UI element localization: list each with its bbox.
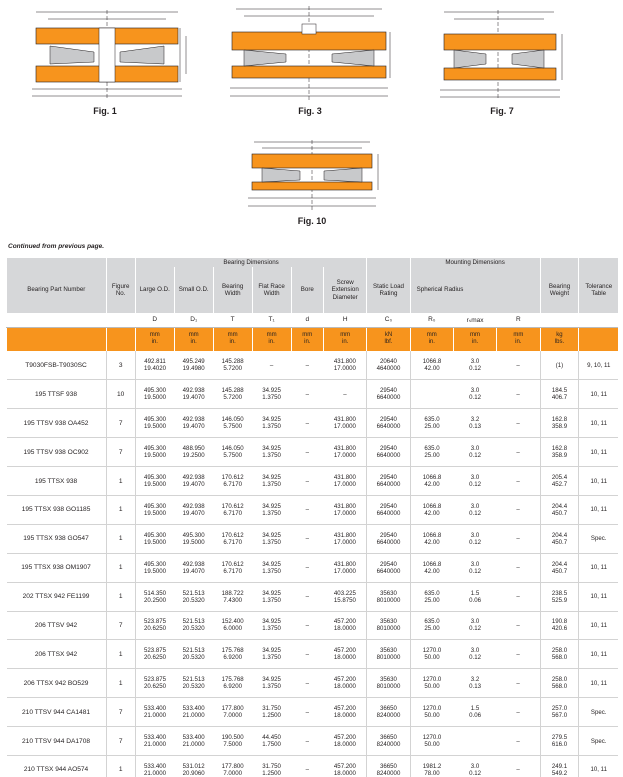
part-number: 195 TTSX 938 GO547 [7, 524, 107, 553]
cell-t: 177.800 7.0000 [213, 698, 252, 727]
cell-d: – [291, 495, 323, 524]
col-tolerance: Tolerance Table [579, 267, 618, 313]
table-row [7, 351, 619, 380]
cell-wt: 258.0 568.0 [540, 640, 579, 669]
figure-number: 7 [106, 727, 135, 756]
figure-1-label: Fig. 1 [93, 106, 117, 116]
tolerance-table: 10, 11 [579, 409, 618, 438]
cell-r: – [497, 698, 540, 727]
cell-d: – [291, 524, 323, 553]
cell-wt: 258.0 568.0 [540, 669, 579, 698]
table-row [7, 380, 619, 409]
part-number: 206 TTSX 942 [7, 640, 107, 669]
cell-d1: 521.513 20.5320 [174, 611, 213, 640]
figure-7-drawing [432, 6, 572, 101]
cell-t1: 31.750 1.2500 [252, 755, 291, 777]
tolerance-table: 10, 11 [579, 495, 618, 524]
table-row [7, 669, 619, 698]
cell-c0: 29540 6640000 [367, 409, 410, 438]
cell-h: 431.800 17.0000 [324, 467, 367, 496]
cell-r0: 1066.8 42.00 [410, 524, 453, 553]
figure-number: 7 [106, 438, 135, 467]
figure-7-label: Fig. 7 [490, 106, 514, 116]
col-static-load: Static Load Rating [367, 267, 410, 313]
cell-h: 431.800 17.0000 [324, 553, 367, 582]
part-number: 206 TTSX 942 BO529 [7, 669, 107, 698]
cell-t1: 34.925 1.3750 [252, 409, 291, 438]
sym-blank-4 [579, 313, 618, 327]
cell-h: 431.800 17.0000 [324, 438, 367, 467]
cell-wt: 204.4 450.7 [540, 495, 579, 524]
cell-d: – [291, 351, 323, 380]
cell-h: 457.200 18.0000 [324, 755, 367, 777]
cell-wt: (1) [540, 351, 579, 380]
cell-t1: 34.925 1.3750 [252, 524, 291, 553]
cell-r: – [497, 582, 540, 611]
part-number: 195 TTSX 938 [7, 467, 107, 496]
sym-R0: R₀ [410, 313, 453, 327]
sym-R: R [497, 313, 540, 327]
tolerance-table: Spec. [579, 524, 618, 553]
cell-t: 146.050 5.7500 [213, 409, 252, 438]
sym-D1: D₁ [174, 313, 213, 327]
col-flat-race: Flat Race Width [252, 267, 291, 313]
cell-d1: 531.012 20.9060 [174, 755, 213, 777]
cell-t1: 34.925 1.3750 [252, 438, 291, 467]
cell-t1: 34.925 1.3750 [252, 495, 291, 524]
cell-rs: 3.0 0.12 [453, 351, 496, 380]
cell-c0: 36650 8240000 [367, 698, 410, 727]
table-row [7, 698, 619, 727]
sym-blank-1 [7, 313, 107, 327]
cell-c0: 29540 6640000 [367, 467, 410, 496]
cell-rs: 3.0 0.12 [453, 380, 496, 409]
cell-t: 188.722 7.4300 [213, 582, 252, 611]
cell-d: 495.300 19.5000 [135, 524, 174, 553]
cell-d: – [291, 611, 323, 640]
header-blank-4 [540, 258, 579, 267]
cell-r: – [497, 640, 540, 669]
cell-wt: 204.4 450.7 [540, 553, 579, 582]
cell-d: 523.875 20.6250 [135, 669, 174, 698]
cell-c0: 36650 8240000 [367, 755, 410, 777]
cell-d: – [291, 698, 323, 727]
table-row [7, 495, 619, 524]
figure-number: 7 [106, 611, 135, 640]
part-number: 195 TTSX 938 OM1907 [7, 553, 107, 582]
cell-rs: 1.5 0.06 [453, 582, 496, 611]
figure-number: 10 [106, 380, 135, 409]
cell-r0 [410, 380, 453, 409]
cell-wt: 249.1 549.2 [540, 755, 579, 777]
cell-wt: 190.8 420.6 [540, 611, 579, 640]
figure-10-drawing [240, 138, 390, 212]
cell-t: 145.288 5.7200 [213, 351, 252, 380]
cell-rs: 1.5 0.06 [453, 698, 496, 727]
tolerance-table: 10, 11 [579, 755, 618, 777]
cell-r0: 1066.8 42.00 [410, 467, 453, 496]
cell-r0: 1270.0 50.00 [410, 640, 453, 669]
cell-c0: 35630 8010000 [367, 640, 410, 669]
cell-h: 457.200 18.0000 [324, 640, 367, 669]
part-number: 210 TTSV 944 DA1708 [7, 727, 107, 756]
sym-T: T [213, 313, 252, 327]
cell-t1: – [252, 351, 291, 380]
cell-r: – [497, 351, 540, 380]
table-row [7, 467, 619, 496]
tolerance-table: 10, 11 [579, 380, 618, 409]
cell-rs: 3.0 0.12 [453, 495, 496, 524]
cell-d: – [291, 640, 323, 669]
cell-c0: 29540 6640000 [367, 495, 410, 524]
part-number: T9030FSB-T9030SC [7, 351, 107, 380]
cell-h: 431.800 17.0000 [324, 495, 367, 524]
cell-r0: 635.0 25.00 [410, 438, 453, 467]
cell-t: 175.768 6.9200 [213, 669, 252, 698]
cell-t: 175.768 6.9200 [213, 640, 252, 669]
cell-rs: 3.0 0.12 [453, 611, 496, 640]
cell-wt: 204.4 450.7 [540, 524, 579, 553]
figure-number: 1 [106, 582, 135, 611]
tolerance-table: 10, 11 [579, 467, 618, 496]
cell-c0: 35630 8010000 [367, 611, 410, 640]
tolerance-table: 9, 10, 11 [579, 351, 618, 380]
cell-d1: 495.249 19.4980 [174, 351, 213, 380]
cell-h: 431.800 17.0000 [324, 409, 367, 438]
unit-T: mm in. [213, 327, 252, 351]
cell-d1: 533.400 21.0000 [174, 698, 213, 727]
header-blank-5 [579, 258, 618, 267]
cell-c0: 29540 6640000 [367, 438, 410, 467]
cell-r0: 635.0 25.00 [410, 582, 453, 611]
header-blank-3 [367, 258, 410, 267]
tolerance-table: 10, 11 [579, 582, 618, 611]
cell-d1: 521.513 20.5320 [174, 669, 213, 698]
col-figure: Figure No. [106, 267, 135, 313]
table-row [7, 438, 619, 467]
cell-wt: 162.8 358.9 [540, 409, 579, 438]
cell-d: 514.350 20.2500 [135, 582, 174, 611]
table-row [7, 582, 619, 611]
cell-d: 533.400 21.0000 [135, 698, 174, 727]
tolerance-table: Spec. [579, 727, 618, 756]
cell-t: 170.612 6.7170 [213, 553, 252, 582]
cell-c0: 20640 4640000 [367, 351, 410, 380]
part-number: 195 TTSX 938 GO1185 [7, 495, 107, 524]
group-header-bearing-dimensions: Bearing Dimensions [135, 258, 367, 267]
cell-d: 495.300 19.5000 [135, 409, 174, 438]
cell-r: – [497, 611, 540, 640]
cell-d: 523.875 20.6250 [135, 611, 174, 640]
unit-blank-3 [579, 327, 618, 351]
cell-wt: 238.5 525.9 [540, 582, 579, 611]
cell-r0: 1981.2 78.00 [410, 755, 453, 777]
cell-rs: 3.0 0.12 [453, 467, 496, 496]
cell-d: – [291, 727, 323, 756]
figure-number: 1 [106, 495, 135, 524]
part-number: 206 TTSV 942 [7, 611, 107, 640]
header-blank-1 [7, 258, 107, 267]
cell-c0: 29540 6640000 [367, 524, 410, 553]
figure-1-drawing [22, 6, 192, 101]
cell-r0: 1066.8 42.00 [410, 553, 453, 582]
table-row [7, 524, 619, 553]
cell-rs: 3.0 0.12 [453, 438, 496, 467]
cell-t1: 34.925 1.3750 [252, 582, 291, 611]
header-blank-2 [106, 258, 135, 267]
cell-d: 495.300 19.5000 [135, 467, 174, 496]
cell-t: 170.612 6.7170 [213, 467, 252, 496]
cell-d: – [291, 467, 323, 496]
col-width: Bearing Width [213, 267, 252, 313]
sym-blank-2 [106, 313, 135, 327]
cell-rs [453, 727, 496, 756]
figure-number: 7 [106, 409, 135, 438]
cell-t1: 34.925 1.3750 [252, 553, 291, 582]
cell-d: 533.400 21.0000 [135, 755, 174, 777]
col-screw-ext: Screw Extension Diameter [324, 267, 367, 313]
cell-r0: 1066.8 42.00 [410, 495, 453, 524]
part-number: 195 TTSV 938 OC902 [7, 438, 107, 467]
cell-rs: 3.0 0.12 [453, 524, 496, 553]
unit-D: mm in. [135, 327, 174, 351]
unit-blank-1 [7, 327, 107, 351]
cell-d: – [291, 553, 323, 582]
cell-d: – [291, 669, 323, 698]
cell-t1: 34.925 1.3750 [252, 669, 291, 698]
table-row [7, 553, 619, 582]
cell-h: 431.800 17.0000 [324, 351, 367, 380]
cell-r: – [497, 438, 540, 467]
cell-r: – [497, 669, 540, 698]
cell-d1: 488.950 19.2500 [174, 438, 213, 467]
part-number: 195 TTSF 938 [7, 380, 107, 409]
cell-h: 403.225 15.8750 [324, 582, 367, 611]
sym-d: d [291, 313, 323, 327]
tolerance-table: Spec. [579, 698, 618, 727]
tolerance-table: 10, 11 [579, 640, 618, 669]
unit-D1: mm in. [174, 327, 213, 351]
part-number: 195 TTSV 938 OA452 [7, 409, 107, 438]
unit-C0: kN lbf. [367, 327, 410, 351]
cell-wt: 205.4 452.7 [540, 467, 579, 496]
cell-t: 190.500 7.5000 [213, 727, 252, 756]
cell-r0: 635.0 25.00 [410, 409, 453, 438]
col-part-number: Bearing Part Number [7, 267, 107, 313]
figure-number: 1 [106, 467, 135, 496]
cell-d1: 492.938 19.4070 [174, 495, 213, 524]
cell-d: 495.300 19.5000 [135, 438, 174, 467]
part-number: 210 TTSX 944 AO574 [7, 755, 107, 777]
sym-blank-3 [540, 313, 579, 327]
cell-t: 170.612 6.7170 [213, 524, 252, 553]
cell-rs: 3.0 0.12 [453, 553, 496, 582]
cell-r: – [497, 553, 540, 582]
part-number: 210 TTSV 944 CA1481 [7, 698, 107, 727]
cell-r: – [497, 755, 540, 777]
table-row [7, 727, 619, 756]
unit-T1: mm in. [252, 327, 291, 351]
sym-T1: T₁ [252, 313, 291, 327]
group-header-mounting-dimensions: Mounting Dimensions [410, 258, 540, 267]
cell-rs: 3.0 0.12 [453, 755, 496, 777]
figure-10-label: Fig. 10 [297, 216, 327, 226]
figure-number: 1 [106, 640, 135, 669]
unit-rsmax: mm in. [453, 327, 496, 351]
cell-wt: 184.5 406.7 [540, 380, 579, 409]
tolerance-table: 10, 11 [579, 669, 618, 698]
figure-3-label: Fig. 3 [298, 106, 322, 116]
cell-d: – [291, 438, 323, 467]
cell-wt: 162.8 358.9 [540, 438, 579, 467]
cell-d: 492.811 19.4020 [135, 351, 174, 380]
cell-rs: 3.2 0.13 [453, 669, 496, 698]
unit-d: mm in. [291, 327, 323, 351]
figure-number: 7 [106, 698, 135, 727]
cell-t: 145.288 5.7200 [213, 380, 252, 409]
cell-rs: 3.2 0.13 [453, 409, 496, 438]
cell-r: – [497, 495, 540, 524]
cell-r0: 1270.0 50.00 [410, 727, 453, 756]
cell-d1: 492.938 19.4070 [174, 409, 213, 438]
cell-r: – [497, 727, 540, 756]
cell-d: – [291, 582, 323, 611]
sym-H: H [324, 313, 367, 327]
cell-t: 170.612 6.7170 [213, 495, 252, 524]
cell-d1: 521.513 20.5320 [174, 640, 213, 669]
cell-d1: 492.938 19.4070 [174, 467, 213, 496]
cell-d: 495.300 19.5000 [135, 380, 174, 409]
table-row [7, 640, 619, 669]
cell-r0: 1066.8 42.00 [410, 351, 453, 380]
cell-h: 457.200 18.0000 [324, 727, 367, 756]
cell-t: 177.800 7.0000 [213, 755, 252, 777]
tolerance-table: 10, 11 [579, 438, 618, 467]
figure-number: 1 [106, 553, 135, 582]
cell-wt: 257.0 567.0 [540, 698, 579, 727]
cell-d1: 492.938 19.4070 [174, 380, 213, 409]
cell-d1: 492.938 19.4070 [174, 553, 213, 582]
unit-R: mm in. [497, 327, 540, 351]
bearing-table [6, 258, 618, 777]
cell-r: – [497, 467, 540, 496]
cell-c0: 36650 8240000 [367, 727, 410, 756]
col-bore: Bore [291, 267, 323, 313]
cell-c0: 35630 8010000 [367, 669, 410, 698]
cell-r0: 1270.0 50.00 [410, 698, 453, 727]
cell-r: – [497, 524, 540, 553]
cell-r0: 635.0 25.00 [410, 611, 453, 640]
cell-c0: 29540 6640000 [367, 380, 410, 409]
cell-t: 152.400 6.0000 [213, 611, 252, 640]
tolerance-table: 10, 11 [579, 553, 618, 582]
unit-blank-2 [106, 327, 135, 351]
cell-t1: 34.925 1.3750 [252, 380, 291, 409]
table-row [7, 755, 619, 777]
part-number: 202 TTSX 942 FE1199 [7, 582, 107, 611]
cell-wt: 279.5 616.0 [540, 727, 579, 756]
cell-c0: 29540 6640000 [367, 553, 410, 582]
sym-rsmax: rₛmax [453, 313, 496, 327]
cell-r0: 1270.0 50.00 [410, 669, 453, 698]
cell-h: 457.200 18.0000 [324, 669, 367, 698]
col-weight: Bearing Weight [540, 267, 579, 313]
cell-d1: 533.400 21.0000 [174, 727, 213, 756]
cell-t1: 34.925 1.3750 [252, 467, 291, 496]
sym-D: D [135, 313, 174, 327]
figure-number: 1 [106, 755, 135, 777]
sym-C0: C₀ [367, 313, 410, 327]
figure-number: 1 [106, 524, 135, 553]
cell-d: – [291, 755, 323, 777]
tolerance-table: 10, 11 [579, 611, 618, 640]
unit-H: mm in. [324, 327, 367, 351]
continued-note: Continued from previous page. [8, 243, 105, 250]
cell-h: 457.200 18.0000 [324, 611, 367, 640]
cell-t1: 31.750 1.2500 [252, 698, 291, 727]
cell-t1: 34.925 1.3750 [252, 611, 291, 640]
col-large-od: Large O.D. [135, 267, 174, 313]
cell-t1: 34.925 1.3750 [252, 640, 291, 669]
cell-h: 431.800 17.0000 [324, 524, 367, 553]
cell-r: – [497, 380, 540, 409]
cell-t1: 44.450 1.7500 [252, 727, 291, 756]
cell-h: – [324, 380, 367, 409]
cell-d: 523.875 20.6250 [135, 640, 174, 669]
col-spherical: Spherical Radius [410, 267, 540, 313]
cell-d: 533.400 21.0000 [135, 727, 174, 756]
table-row [7, 611, 619, 640]
cell-rs: 3.0 0.12 [453, 640, 496, 669]
table-row [7, 409, 619, 438]
col-small-od: Small O.D. [174, 267, 213, 313]
cell-c0: 35630 8010000 [367, 582, 410, 611]
figure-number: 3 [106, 351, 135, 380]
cell-t: 146.050 5.7500 [213, 438, 252, 467]
figure-3-drawing [222, 4, 397, 102]
unit-R0: mm in. [410, 327, 453, 351]
cell-h: 457.200 18.0000 [324, 698, 367, 727]
cell-d: – [291, 380, 323, 409]
cell-d: – [291, 409, 323, 438]
cell-d1: 521.513 20.5320 [174, 582, 213, 611]
cell-d: 495.300 19.5000 [135, 553, 174, 582]
unit-weight: kg lbs. [540, 327, 579, 351]
cell-r: – [497, 409, 540, 438]
cell-d1: 495.300 19.5000 [174, 524, 213, 553]
cell-d: 495.300 19.5000 [135, 495, 174, 524]
figure-number: 1 [106, 669, 135, 698]
